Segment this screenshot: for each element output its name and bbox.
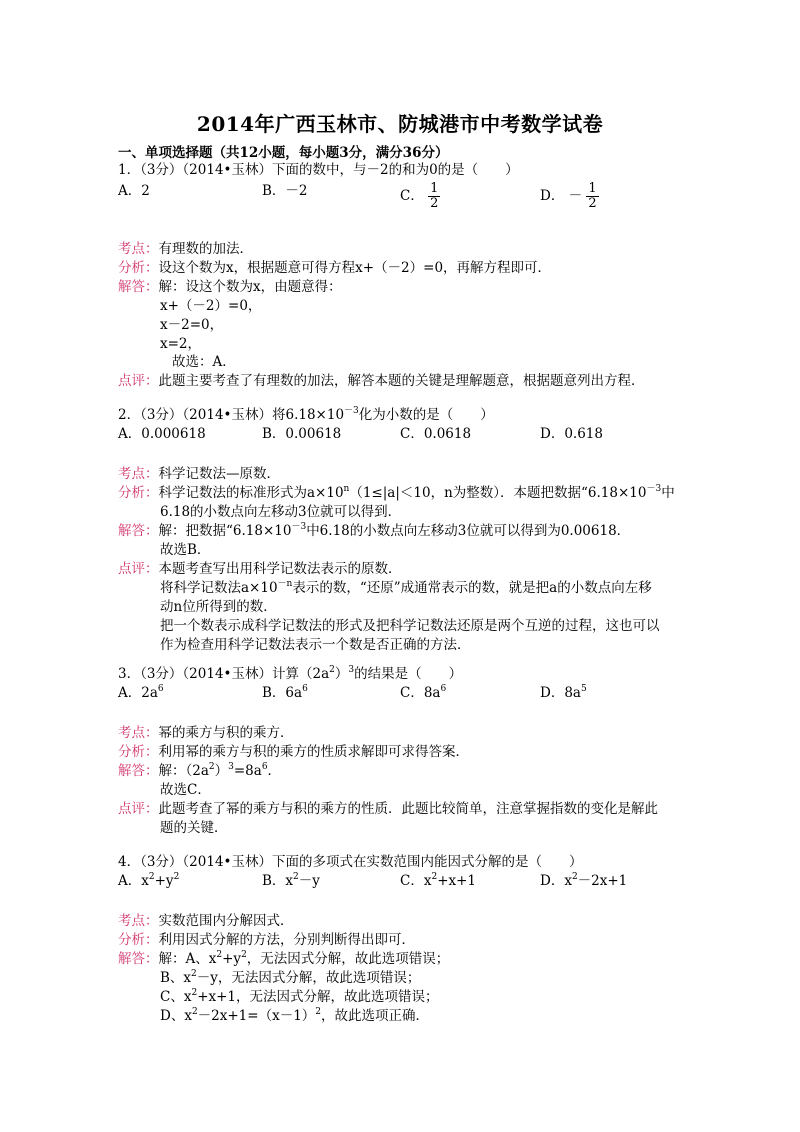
jieda-text: ，故此选项正确． bbox=[321, 1008, 430, 1024]
kaodian-label: 考点： bbox=[118, 725, 159, 741]
option-text: C．x bbox=[400, 873, 432, 889]
q4-jieda-line bbox=[160, 1007, 429, 1025]
q2-stem bbox=[118, 406, 494, 424]
exponent: 2 bbox=[191, 969, 197, 979]
jieda-text: －2x+1=（x－1） bbox=[197, 1008, 316, 1024]
q2-dianping-line: 把一个数表示成科学记数法的形式及把科学记数法还原是两个互逆的过程，这也可以 bbox=[160, 618, 660, 634]
kaodian-label: 考点： bbox=[118, 466, 159, 482]
fraction-denominator: 2 bbox=[588, 196, 597, 211]
q1-option-d-fraction bbox=[586, 182, 598, 211]
exponent: 6 bbox=[157, 684, 164, 694]
jieda-text: －y，无法因式分解，故此选项错误； bbox=[196, 970, 421, 986]
q2-jieda-line: 故选B． bbox=[160, 542, 211, 558]
exponent: 2 bbox=[173, 872, 180, 882]
q2-stem-part: 2．（3分）（2014•玉林）将6.18×10 bbox=[118, 407, 345, 423]
q3-jieda bbox=[118, 762, 281, 780]
q3-dianping-line: 题的关键． bbox=[160, 820, 228, 836]
exponent: 2 bbox=[216, 950, 223, 960]
q3-option-d bbox=[540, 684, 587, 702]
q4-option-a bbox=[118, 872, 179, 890]
kaodian-label: 考点： bbox=[118, 913, 159, 929]
jieda-text: D、x bbox=[160, 1008, 192, 1024]
q4-option-d bbox=[540, 872, 627, 890]
q2-option-d: D．0.618 bbox=[540, 426, 603, 442]
exponent: 2 bbox=[148, 872, 155, 882]
exponent: 2 bbox=[191, 988, 198, 998]
jieda-label: 解答： bbox=[118, 279, 159, 295]
jieda-text: C、x bbox=[160, 989, 192, 1005]
q3-stem-part: 的结果是（ ） bbox=[354, 666, 463, 682]
q4-fenxi bbox=[118, 931, 415, 949]
jieda-text: ，无法因式分解，故此选项错误； bbox=[246, 951, 450, 967]
q4-jieda-line bbox=[160, 969, 420, 987]
page-title: 2014年广西玉林市、防城港市中考数学试卷 bbox=[196, 112, 604, 136]
q2-dianping-line: 动n位所得到的数． bbox=[160, 599, 277, 615]
q3-option-a bbox=[118, 684, 164, 702]
exponent: 6 bbox=[261, 762, 268, 772]
exponent: 2 bbox=[293, 872, 299, 882]
q2-jieda bbox=[118, 522, 630, 540]
exponent: 2 bbox=[315, 1007, 322, 1017]
q3-option-c bbox=[400, 684, 446, 702]
jieda-text: 解：把数据“6.18×10 bbox=[158, 523, 292, 539]
jieda-label: 解答： bbox=[118, 763, 159, 779]
jieda-text: ） bbox=[214, 763, 229, 779]
jieda-text: +x+1，无法因式分解，故此选项错误； bbox=[197, 989, 439, 1005]
fenxi-text: 利用因式分解的方法，分别判断得出即可． bbox=[158, 932, 415, 948]
q1-option-d-prefix: D． bbox=[540, 188, 565, 204]
exponent: －3 bbox=[291, 522, 307, 532]
dianping-text: 此题主要考查了有理数的加法，解答本题的关键是理解题意，根据题意列出方程． bbox=[158, 373, 645, 389]
option-text: B．6a bbox=[262, 685, 303, 701]
q3-stem-part: ） bbox=[334, 666, 349, 682]
dianping-text: 将科学记数法a×10 bbox=[160, 580, 278, 596]
option-text: －y bbox=[298, 873, 320, 889]
jieda-text: +y bbox=[222, 951, 242, 967]
q2-dianping-line: 作为检查用科学记数法表示一个数是否正确的方法． bbox=[160, 637, 471, 653]
fenxi-label: 分析： bbox=[118, 932, 159, 948]
fenxi-label: 分析： bbox=[118, 485, 159, 501]
q3-fenxi bbox=[118, 743, 469, 761]
option-text: D．8a bbox=[540, 685, 581, 701]
kaodian-text: 有理数的加法． bbox=[158, 241, 253, 257]
q4-kaodian bbox=[118, 912, 294, 930]
q2-dianping-line bbox=[160, 579, 652, 597]
fraction-denominator: 2 bbox=[430, 196, 439, 211]
option-text: －2x+1 bbox=[577, 873, 628, 889]
q1-jieda-line: x－2=0， bbox=[160, 317, 224, 333]
exponent: 6 bbox=[440, 684, 447, 694]
q4-option-b bbox=[262, 872, 320, 890]
exponent: －n bbox=[277, 579, 293, 589]
jieda-text: 解：（2a bbox=[158, 763, 209, 779]
q1-jieda-line: 故选：A． bbox=[172, 354, 236, 370]
fenxi-text: 利用幂的乘方与积的乘方的性质求解即可求得答案． bbox=[158, 744, 469, 760]
exponent: 5 bbox=[580, 684, 587, 694]
q2-stem-part: 化为小数的是（ ） bbox=[358, 407, 494, 423]
q2-option-b: B．0.00618 bbox=[262, 426, 342, 442]
dianping-text: 本题考查写出用科学记数法表示的原数． bbox=[158, 561, 402, 577]
q1-option-b: B．－2 bbox=[262, 183, 308, 199]
exponent: －3 bbox=[646, 484, 662, 494]
q1-dianping bbox=[118, 372, 645, 390]
q2-option-c: C．0.0618 bbox=[400, 426, 472, 442]
dianping-label: 点评： bbox=[118, 561, 159, 577]
option-text: +x+1 bbox=[437, 873, 477, 889]
option-text: C．8a bbox=[400, 685, 441, 701]
fenxi-label: 分析： bbox=[118, 744, 159, 760]
fenxi-text: 科学记数法的标准形式为a×10 bbox=[158, 485, 344, 501]
q3-dianping bbox=[118, 800, 658, 818]
exponent: －3 bbox=[344, 406, 359, 416]
q1-option-d-sign: － bbox=[568, 188, 583, 204]
q1-jieda bbox=[118, 278, 342, 296]
q1-fenxi bbox=[118, 259, 551, 277]
q1-option-c-prefix: C． bbox=[400, 188, 424, 204]
exponent: 2 bbox=[208, 762, 215, 772]
dianping-label: 点评： bbox=[118, 373, 159, 389]
jieda-text: ． bbox=[267, 763, 282, 779]
kaodian-text: 幂的乘方与积的乘方． bbox=[158, 725, 294, 741]
option-text: B．x bbox=[262, 873, 294, 889]
q2-option-a: A．0.000618 bbox=[118, 426, 206, 442]
option-text: A．2a bbox=[118, 685, 158, 701]
jieda-text: 中6.18的小数点向左移动3位就可以得到为0.00618． bbox=[306, 523, 631, 539]
q2-fenxi-line: 6.18的小数点向左移动3位就可以得到． bbox=[160, 504, 402, 520]
jieda-text: =8a bbox=[233, 763, 262, 779]
q1-stem: 1．（3分）（2014•玉林）下面的数中，与－2的和为0的是（ ） bbox=[118, 162, 519, 178]
jieda-label: 解答： bbox=[118, 951, 159, 967]
q1-jieda-line: x=2， bbox=[160, 336, 202, 352]
q3-jieda-line: 故选C． bbox=[160, 782, 211, 798]
q3-stem bbox=[118, 665, 462, 683]
jieda-text: 解：A、x bbox=[158, 951, 217, 967]
exponent: n bbox=[343, 484, 350, 494]
option-text: A．x bbox=[118, 873, 149, 889]
exponent: 3 bbox=[348, 665, 355, 675]
fenxi-text: （1≤|a|＜10，n为整数）．本题把数据“6.18×10 bbox=[349, 485, 647, 501]
fraction-numerator: 1 bbox=[588, 181, 597, 196]
kaodian-text: 科学记数法—原数． bbox=[158, 466, 280, 482]
fenxi-text: 中 bbox=[661, 485, 675, 501]
q1-option-c-fraction bbox=[428, 182, 440, 211]
dianping-label: 点评： bbox=[118, 801, 159, 817]
jieda-text: B、x bbox=[160, 970, 192, 986]
q1-option-a: A．2 bbox=[118, 183, 150, 199]
section-heading: 一、单项选择题（共12小题，每小题3分，满分36分） bbox=[118, 145, 449, 161]
fenxi-label: 分析： bbox=[118, 260, 159, 276]
jieda-text: 解：设这个数为x，由题意得： bbox=[158, 279, 342, 295]
exponent: 2 bbox=[241, 950, 247, 960]
q1-jieda-line: x+（－2）=0， bbox=[160, 298, 262, 314]
q4-jieda bbox=[118, 950, 449, 968]
q4-jieda-line bbox=[160, 988, 439, 1006]
q4-option-c bbox=[400, 872, 476, 890]
q3-option-b bbox=[262, 684, 308, 702]
exponent: 2 bbox=[329, 665, 335, 675]
exponent: 2 bbox=[571, 872, 578, 882]
kaodian-text: 实数范围内分解因式． bbox=[158, 913, 294, 929]
exponent: 2 bbox=[431, 872, 438, 882]
q3-kaodian bbox=[118, 724, 294, 742]
q1-option-d bbox=[540, 182, 599, 211]
dianping-text: 此题考查了幂的乘方与积的乘方的性质．此题比较简单，注意掌握指数的变化是解此 bbox=[158, 801, 658, 817]
jieda-label: 解答： bbox=[118, 523, 159, 539]
q4-stem: 4．（3分）（2014•玉林）下面的多项式在实数范围内能因式分解的是（ ） bbox=[118, 854, 583, 870]
q2-fenxi bbox=[118, 484, 675, 502]
fraction-numerator: 1 bbox=[430, 181, 439, 196]
q1-option-c bbox=[400, 182, 440, 211]
option-text: +y bbox=[154, 873, 174, 889]
exponent: 6 bbox=[302, 684, 308, 694]
exponent: 3 bbox=[228, 762, 234, 772]
q3-stem-part: 3．（3分）（2014•玉林）计算（2a bbox=[118, 666, 330, 682]
q2-kaodian bbox=[118, 465, 280, 483]
fenxi-text: 设这个数为x，根据题意可得方程x+（－2）=0，再解方程即可． bbox=[158, 260, 552, 276]
exponent: 2 bbox=[191, 1007, 198, 1017]
q1-kaodian bbox=[118, 240, 253, 258]
q2-dianping bbox=[118, 560, 402, 578]
kaodian-label: 考点： bbox=[118, 241, 159, 257]
option-text: D．x bbox=[540, 873, 572, 889]
dianping-text: 表示的数，“还原”成通常表示的数，就是把a的小数点向左移 bbox=[292, 580, 652, 596]
